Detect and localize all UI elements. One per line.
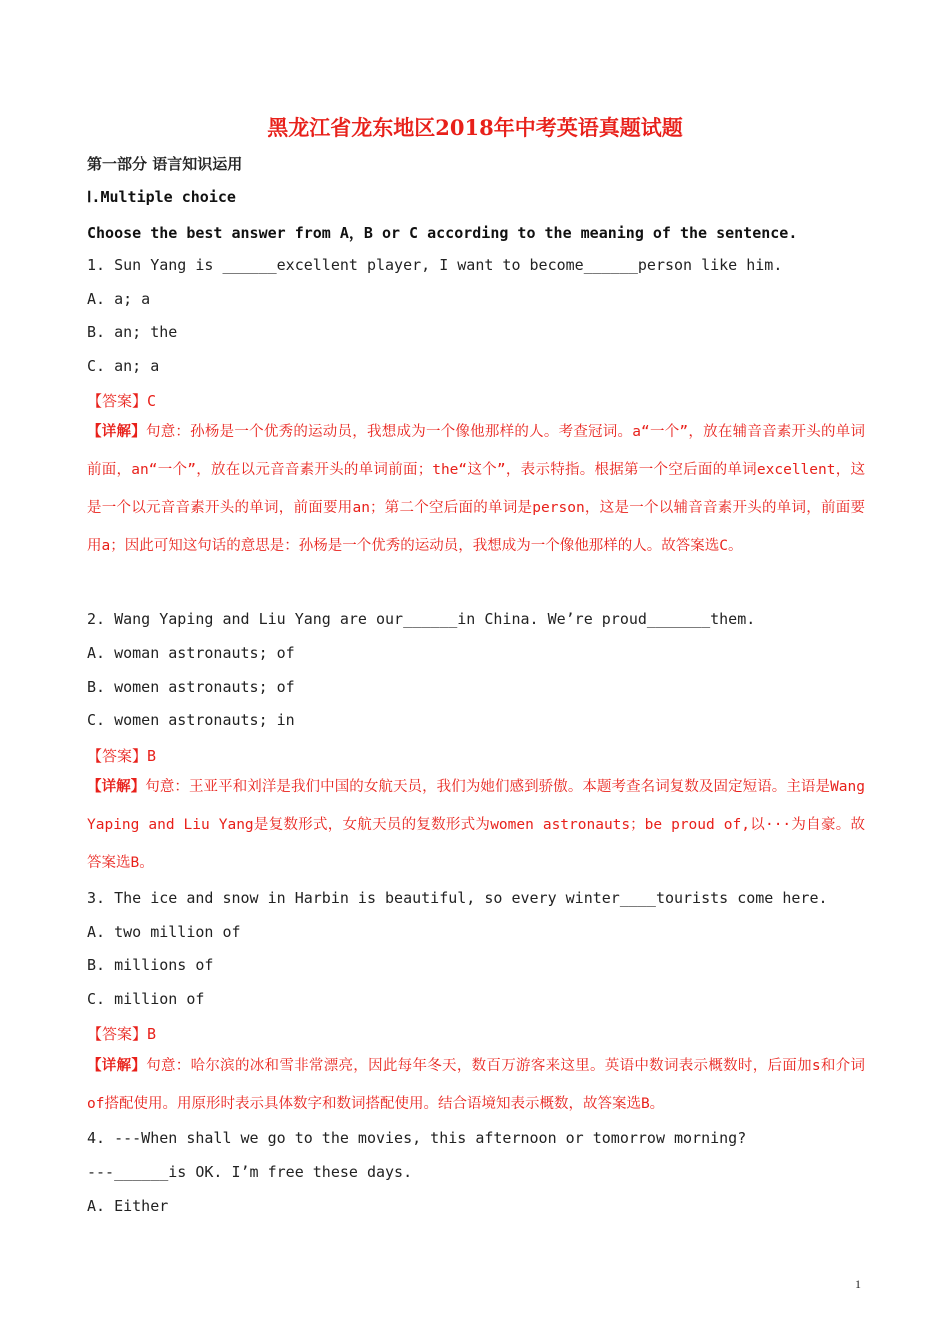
question-1-option-c: C. an; a [87, 357, 160, 375]
question-1-option-b: B. an; the [87, 323, 178, 341]
question-1-option-a: A. a; a [87, 290, 151, 308]
question-4-option-a: A. Either [87, 1197, 169, 1215]
page-number: 1 [855, 1277, 861, 1291]
document-title: 黑龙江省龙东地区2018年中考英语真题试题 [267, 115, 683, 140]
question-2-answer: 【答案】B [87, 747, 157, 765]
question-1-stem: 1. Sun Yang is ______excellent player, I want to become______person like him. [87, 256, 783, 274]
explanation-tag: 【详解】 [87, 779, 146, 795]
question-1-answer: 【答案】C [87, 392, 157, 410]
question-2-explanation [87, 768, 865, 882]
question-2-option-a: A. woman astronauts; of [87, 644, 295, 662]
instruction: Choose the best answer from A，B or C according to the meaning of the sentence. [87, 224, 798, 242]
question-3-stem: 3. The ice and snow in Harbin is beautiful, so every winter____tourists come here. [87, 889, 828, 907]
explanation-tag: 【详解】 [87, 1058, 147, 1074]
question-3-option-b: B. millions of [87, 956, 214, 974]
question-4-stem: 4. ---When shall we go to the movies, this afternoon or tomorrow morning? [87, 1129, 747, 1147]
question-4-stem-reply: ---______is OK. I’m free these days. [87, 1163, 413, 1181]
question-2-option-c: C. women astronauts; in [87, 711, 295, 729]
part-heading: Ⅰ.Multiple choice [87, 188, 236, 206]
explanation-text: 句意：王亚平和刘洋是我们中国的女航天员，我们为她们感到骄傲。本题考查名词复数及固定短语。主语是Wang Yaping and Liu Yang是复数形式，女航天员的复数形式为women astronauts；be proud of,以···为自豪。故答案选B。 [87, 779, 865, 871]
question-2-stem: 2. Wang Yaping and Liu Yang are our______in China. We’re proud_______them. [87, 610, 756, 628]
question-3-explanation [87, 1047, 865, 1123]
question-3-answer: 【答案】B [87, 1025, 157, 1043]
section-heading: 第一部分 语言知识运用 [87, 155, 243, 173]
explanation-text: 句意：哈尔滨的冰和雪非常漂亮，因此每年冬天，数百万游客来这里。英语中数词表示概数时，后面加s和介词of搭配使用。用原形时表示具体数字和数词搭配使用。结合语境知表示概数，故答案选B。 [87, 1058, 866, 1112]
question-2-option-b: B. women astronauts; of [87, 678, 295, 696]
question-3-option-a: A. two million of [87, 923, 241, 941]
explanation-text: 句意：孙杨是一个优秀的运动员，我想成为一个像他那样的人。考查冠词。a“一个”，放在辅音音素开头的单词前面，an“一个”，放在以元音音素开头的单词前面；the“这个”，表示特指。根据第一个空后面的单词excellent，这是一个以元音音素开头的单词，前面要用an；第二个空后面的单词是person，这是一个以辅音音素开头的单词，前面要用a；因此可知这句话的意思是：孙杨是一个优秀的运动员，我想成为一个像他那样的人。故答案选C。 [87, 424, 866, 554]
question-1-explanation [87, 413, 865, 565]
question-3-option-c: C. million of [87, 990, 205, 1008]
explanation-tag: 【详解】 [87, 424, 146, 440]
